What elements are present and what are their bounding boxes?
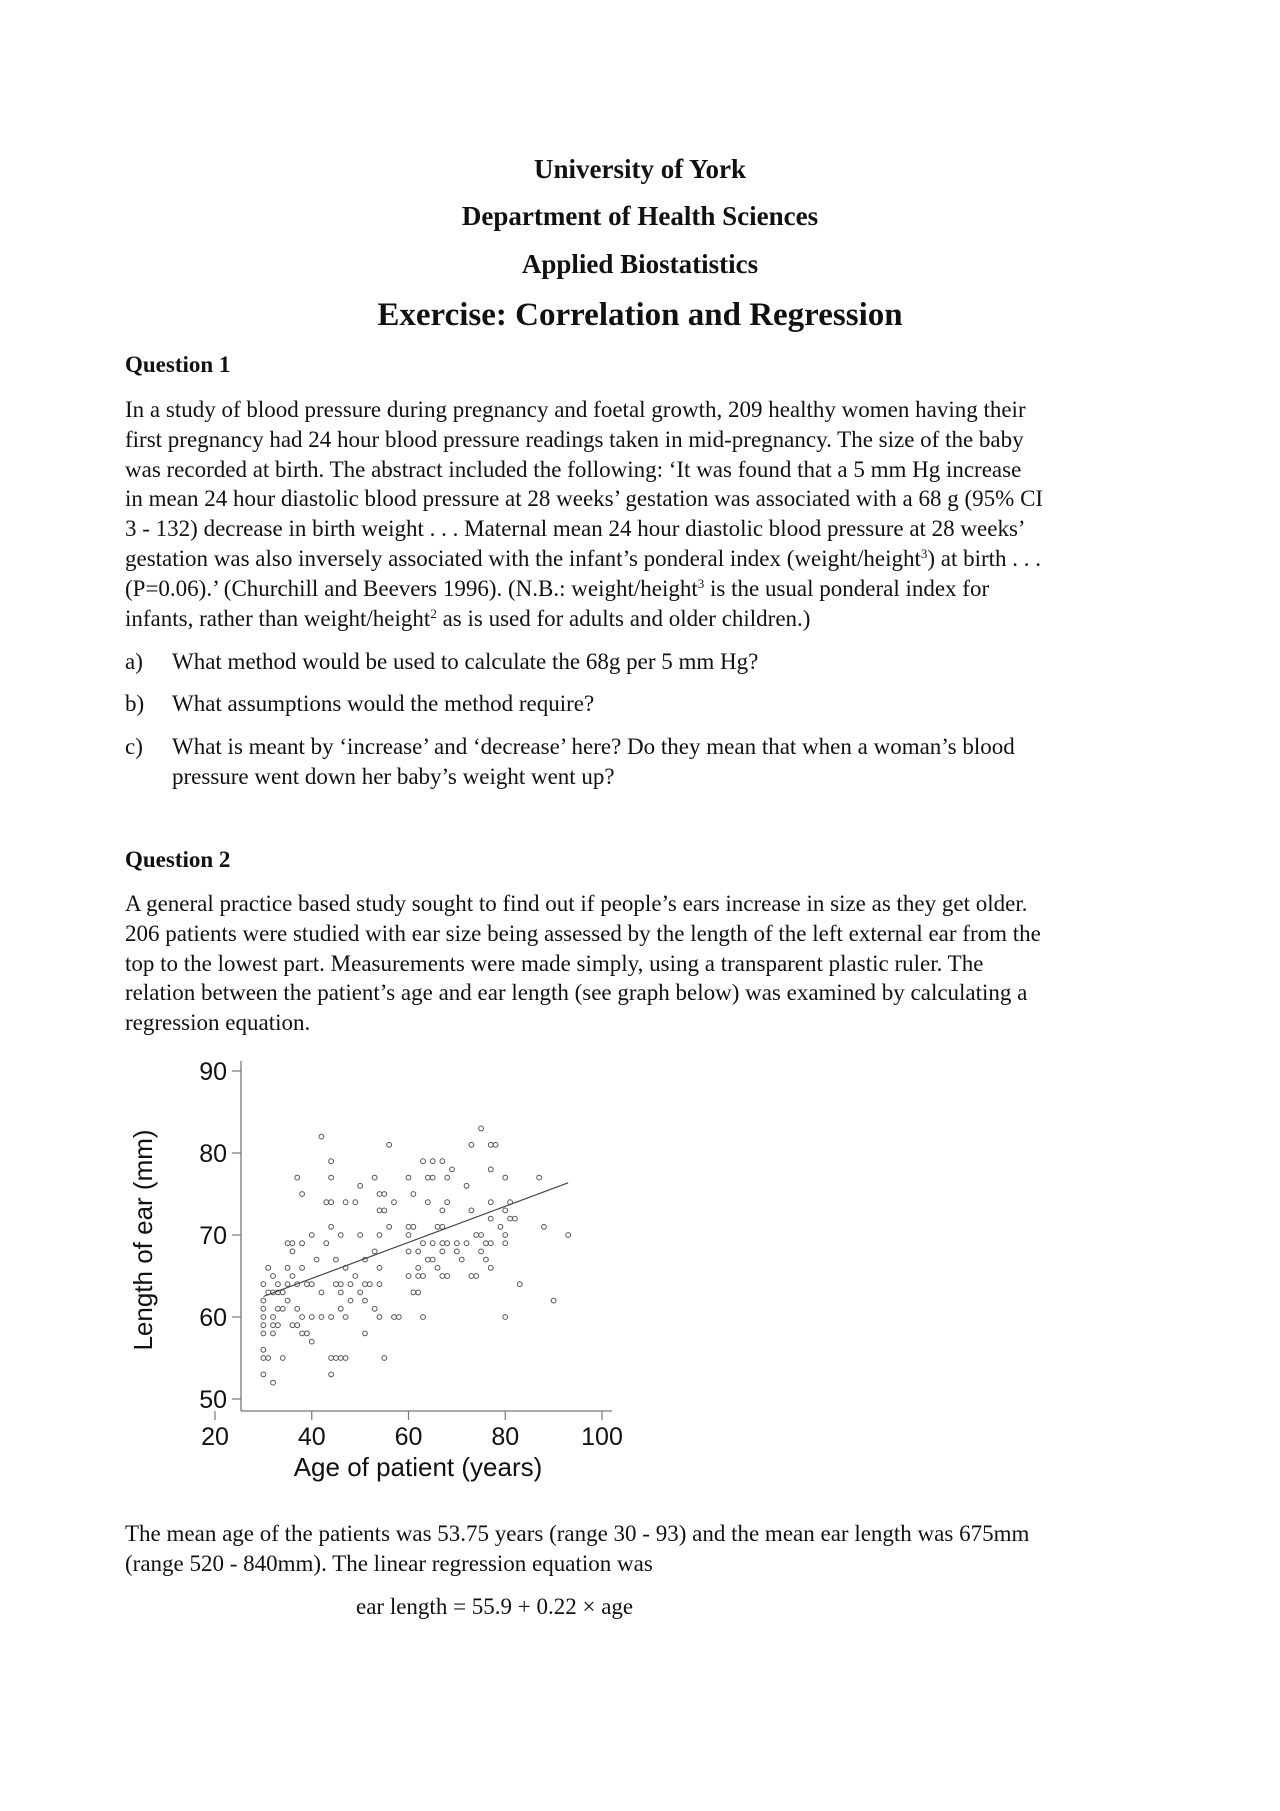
data-point (343, 1200, 348, 1205)
data-point (488, 1241, 493, 1246)
data-point (493, 1142, 498, 1147)
data-point (430, 1175, 435, 1180)
x-tick-label: 40 (297, 1423, 326, 1451)
institution-heading: University of York (534, 154, 746, 184)
data-point (324, 1241, 329, 1246)
data-point (329, 1356, 334, 1361)
data-point (513, 1216, 518, 1221)
data-point (503, 1233, 508, 1238)
data-point (445, 1175, 450, 1180)
data-point (396, 1315, 401, 1320)
data-point (406, 1175, 411, 1180)
data-point (290, 1241, 295, 1246)
data-point (377, 1208, 382, 1213)
data-point (416, 1249, 421, 1254)
data-point (392, 1315, 397, 1320)
y-tick-label: 90 (199, 1058, 227, 1086)
data-point (285, 1282, 290, 1287)
data-point (421, 1274, 426, 1279)
data-point (479, 1126, 484, 1131)
data-point (488, 1167, 493, 1172)
data-point (416, 1274, 421, 1279)
paragraph-line: A general practice based study sought to find out if people’s ears increase in size as they get older. (125, 891, 1028, 916)
data-point (290, 1249, 295, 1254)
data-point (363, 1282, 368, 1287)
data-point (484, 1241, 489, 1246)
data-point (459, 1257, 464, 1262)
data-point (338, 1233, 343, 1238)
data-point (551, 1298, 556, 1303)
x-tick-label: 80 (491, 1423, 520, 1451)
paragraph-line: In a study of blood pressure during pregnancy and foetal growth, 209 healthy women having their (125, 397, 1026, 422)
data-point (271, 1274, 276, 1279)
data-point (411, 1192, 416, 1197)
document-title: Exercise: Correlation and Regression (377, 297, 903, 333)
data-point (537, 1175, 542, 1180)
question-2-summary (125, 1519, 1165, 1579)
part-line: What method would be used to calculate the 68g per 5 mm Hg? (172, 649, 759, 674)
data-point (261, 1315, 266, 1320)
question-1-heading: Question 1 (125, 352, 231, 377)
data-point (261, 1282, 266, 1287)
data-point (425, 1175, 430, 1180)
data-point (309, 1339, 314, 1344)
data-point (348, 1298, 353, 1303)
data-point (440, 1241, 445, 1246)
data-point (271, 1380, 276, 1385)
regression-line (263, 1183, 568, 1297)
data-point (295, 1175, 300, 1180)
data-point (435, 1265, 440, 1270)
part-line: What is meant by ‘increase’ and ‘decrease’ here? Do they mean that when a woman’s blood (172, 734, 1015, 759)
data-point (474, 1233, 479, 1238)
data-point (300, 1331, 305, 1336)
data-point (338, 1306, 343, 1311)
data-point (261, 1323, 266, 1328)
x-axis-label: Age of patient (years) (293, 1452, 543, 1482)
y-tick-label: 80 (199, 1140, 227, 1168)
data-point (343, 1315, 348, 1320)
x-ticks (201, 1411, 623, 1451)
superscript: 2 (430, 605, 437, 621)
course-heading: Applied Biostatistics (521, 249, 759, 279)
data-point (488, 1216, 493, 1221)
y-tick-label: 50 (199, 1386, 227, 1414)
data-point (290, 1323, 295, 1328)
data-point (358, 1233, 363, 1238)
data-point (300, 1315, 305, 1320)
data-point (300, 1241, 305, 1246)
data-point (508, 1216, 513, 1221)
data-point (305, 1331, 310, 1336)
data-point (440, 1208, 445, 1213)
data-point (498, 1224, 503, 1229)
data-point (377, 1282, 382, 1287)
data-point (338, 1290, 343, 1295)
text-run: infants, rather than weight/height (125, 605, 431, 631)
regression-equation: ear length = 55.9 + 0.22 × age (356, 1594, 634, 1619)
data-point (266, 1265, 271, 1270)
data-point (305, 1282, 310, 1287)
data-point (392, 1200, 397, 1205)
y-ticks (199, 1058, 241, 1414)
data-point (261, 1347, 266, 1352)
data-point (353, 1274, 358, 1279)
part-label: b) (125, 691, 145, 716)
data-point (334, 1257, 339, 1262)
part-line: What assumptions would the method require? (172, 691, 595, 716)
data-point (338, 1282, 343, 1287)
scatter-points (261, 1126, 571, 1385)
paragraph-line: relation between the patient’s age and ear length (see graph below) was examined by calculating a (125, 980, 1028, 1006)
data-point (358, 1183, 363, 1188)
paragraph-line: (range 520 - 840mm). The linear regression equation was (125, 1550, 653, 1576)
data-point (300, 1192, 305, 1197)
data-point (503, 1175, 508, 1180)
data-point (479, 1233, 484, 1238)
data-point (275, 1282, 280, 1287)
data-point (382, 1208, 387, 1213)
data-point (411, 1290, 416, 1295)
data-point (425, 1200, 430, 1205)
y-axis-label: Length of ear (mm) (128, 1129, 158, 1351)
data-point (372, 1249, 377, 1254)
data-point (329, 1315, 334, 1320)
x-tick-label: 100 (581, 1423, 623, 1451)
data-point (334, 1282, 339, 1287)
data-point (343, 1356, 348, 1361)
data-point (488, 1142, 493, 1147)
paragraph-line: The mean age of the patients was 53.75 years (range 30 - 93) and the mean ear length was 675mm (125, 1521, 1030, 1546)
data-point (484, 1257, 489, 1262)
data-point (309, 1282, 314, 1287)
data-point (382, 1356, 387, 1361)
data-point (445, 1241, 450, 1246)
department-heading: Department of Health Sciences (461, 201, 819, 231)
data-point (440, 1274, 445, 1279)
paragraph-line: 206 patients were studied with ear size being assessed by the length of the left external ear from the (125, 920, 1041, 946)
y-tick-label: 70 (199, 1222, 227, 1250)
data-point (416, 1265, 421, 1270)
data-point (503, 1208, 508, 1213)
y-tick-label: 60 (199, 1304, 227, 1332)
text-run: ) at birth . . . (927, 545, 1042, 571)
data-point (435, 1224, 440, 1229)
data-point (261, 1306, 266, 1311)
data-point (445, 1200, 450, 1205)
data-point (309, 1233, 314, 1238)
data-point (280, 1356, 285, 1361)
data-point (464, 1183, 469, 1188)
data-point (430, 1257, 435, 1262)
data-point (421, 1315, 426, 1320)
data-point (285, 1241, 290, 1246)
data-point (348, 1282, 353, 1287)
text-run: (P=0.06).’ (Churchill and Beevers 1996). (N.B.: weight/height (125, 575, 698, 601)
data-point (275, 1306, 280, 1311)
data-point (488, 1265, 493, 1270)
data-point (363, 1298, 368, 1303)
data-point (329, 1175, 334, 1180)
data-point (334, 1356, 339, 1361)
data-point (450, 1167, 455, 1172)
data-point (329, 1159, 334, 1164)
paragraph-line: first pregnancy had 24 hour blood pressure readings taken in mid-pregnancy. The size of the baby (125, 426, 1024, 452)
data-point (406, 1224, 411, 1229)
data-point (474, 1274, 479, 1279)
data-point (479, 1249, 484, 1254)
data-point (271, 1315, 276, 1320)
data-point (367, 1282, 372, 1287)
x-tick-label: 60 (394, 1423, 423, 1451)
text-run: gestation was also inversely associated with the infant’s ponderal index (weight/height (125, 545, 921, 571)
data-point (285, 1298, 290, 1303)
data-point (372, 1306, 377, 1311)
superscript: 3 (697, 576, 705, 592)
data-point (261, 1372, 266, 1377)
data-point (295, 1323, 300, 1328)
data-point (266, 1356, 271, 1361)
data-point (387, 1224, 392, 1229)
data-point (329, 1372, 334, 1377)
data-point (406, 1274, 411, 1279)
paragraph-line: was recorded at birth. The abstract included the following: ‘It was found that a 5 mm Hg increase (125, 456, 1022, 482)
data-point (261, 1356, 266, 1361)
data-point (382, 1192, 387, 1197)
data-point (329, 1224, 334, 1229)
question-2-heading: Question 2 (125, 847, 231, 872)
data-point (416, 1290, 421, 1295)
data-point (275, 1323, 280, 1328)
superscript: 3 (920, 546, 928, 562)
data-point (372, 1175, 377, 1180)
text-run: as is used for adults and older children.) (436, 605, 811, 631)
data-point (353, 1200, 358, 1205)
data-point (280, 1306, 285, 1311)
data-point (469, 1208, 474, 1213)
data-point (377, 1315, 382, 1320)
data-point (454, 1241, 459, 1246)
data-point (319, 1134, 324, 1139)
data-point (324, 1200, 329, 1205)
data-point (440, 1159, 445, 1164)
data-point (271, 1331, 276, 1336)
text-run: is the usual ponderal index for (704, 575, 990, 601)
data-point (271, 1323, 276, 1328)
data-point (309, 1315, 314, 1320)
data-point (280, 1290, 285, 1295)
data-point (542, 1224, 547, 1229)
data-point (430, 1159, 435, 1164)
data-point (503, 1241, 508, 1246)
data-point (261, 1298, 266, 1303)
data-point (440, 1249, 445, 1254)
data-point (454, 1249, 459, 1254)
part-line: pressure went down her baby’s weight went up? (172, 763, 615, 789)
data-point (421, 1159, 426, 1164)
paragraph-line: in mean 24 hour diastolic blood pressure at 28 weeks’ gestation was associated with a 68 g (95% CI (125, 486, 1044, 512)
data-point (406, 1233, 411, 1238)
data-point (503, 1315, 508, 1320)
data-point (319, 1315, 324, 1320)
data-point (329, 1200, 334, 1205)
data-point (314, 1257, 319, 1262)
data-point (440, 1224, 445, 1229)
data-point (363, 1331, 368, 1336)
paragraph-line: 3 - 132) decrease in birth weight . . . Maternal mean 24 hour diastolic blood pressure at 28 weeks’ (125, 516, 1026, 542)
data-point (261, 1331, 266, 1336)
x-tick-label: 20 (201, 1423, 229, 1451)
data-point (566, 1233, 571, 1238)
data-point (387, 1142, 392, 1147)
data-point (425, 1257, 430, 1262)
data-point (517, 1282, 522, 1287)
data-point (338, 1356, 343, 1361)
data-point (319, 1290, 324, 1295)
data-point (469, 1142, 474, 1147)
data-point (377, 1192, 382, 1197)
paragraph-line: regression equation. (125, 1010, 311, 1036)
data-point (469, 1274, 474, 1279)
data-point (377, 1233, 382, 1238)
data-point (377, 1265, 382, 1270)
data-point (285, 1265, 290, 1270)
part-label: c) (125, 734, 143, 759)
data-point (464, 1241, 469, 1246)
data-point (445, 1274, 450, 1279)
part-label: a) (125, 649, 143, 674)
data-point (406, 1249, 411, 1254)
paragraph-line: top to the lowest part. Measurements were made simply, using a transparent plastic ruler. The (125, 950, 984, 976)
data-point (430, 1241, 435, 1246)
data-point (358, 1290, 363, 1295)
data-point (421, 1241, 426, 1246)
data-point (300, 1265, 305, 1270)
data-point (411, 1224, 416, 1229)
data-point (295, 1306, 300, 1311)
data-point (290, 1274, 295, 1279)
data-point (488, 1200, 493, 1205)
